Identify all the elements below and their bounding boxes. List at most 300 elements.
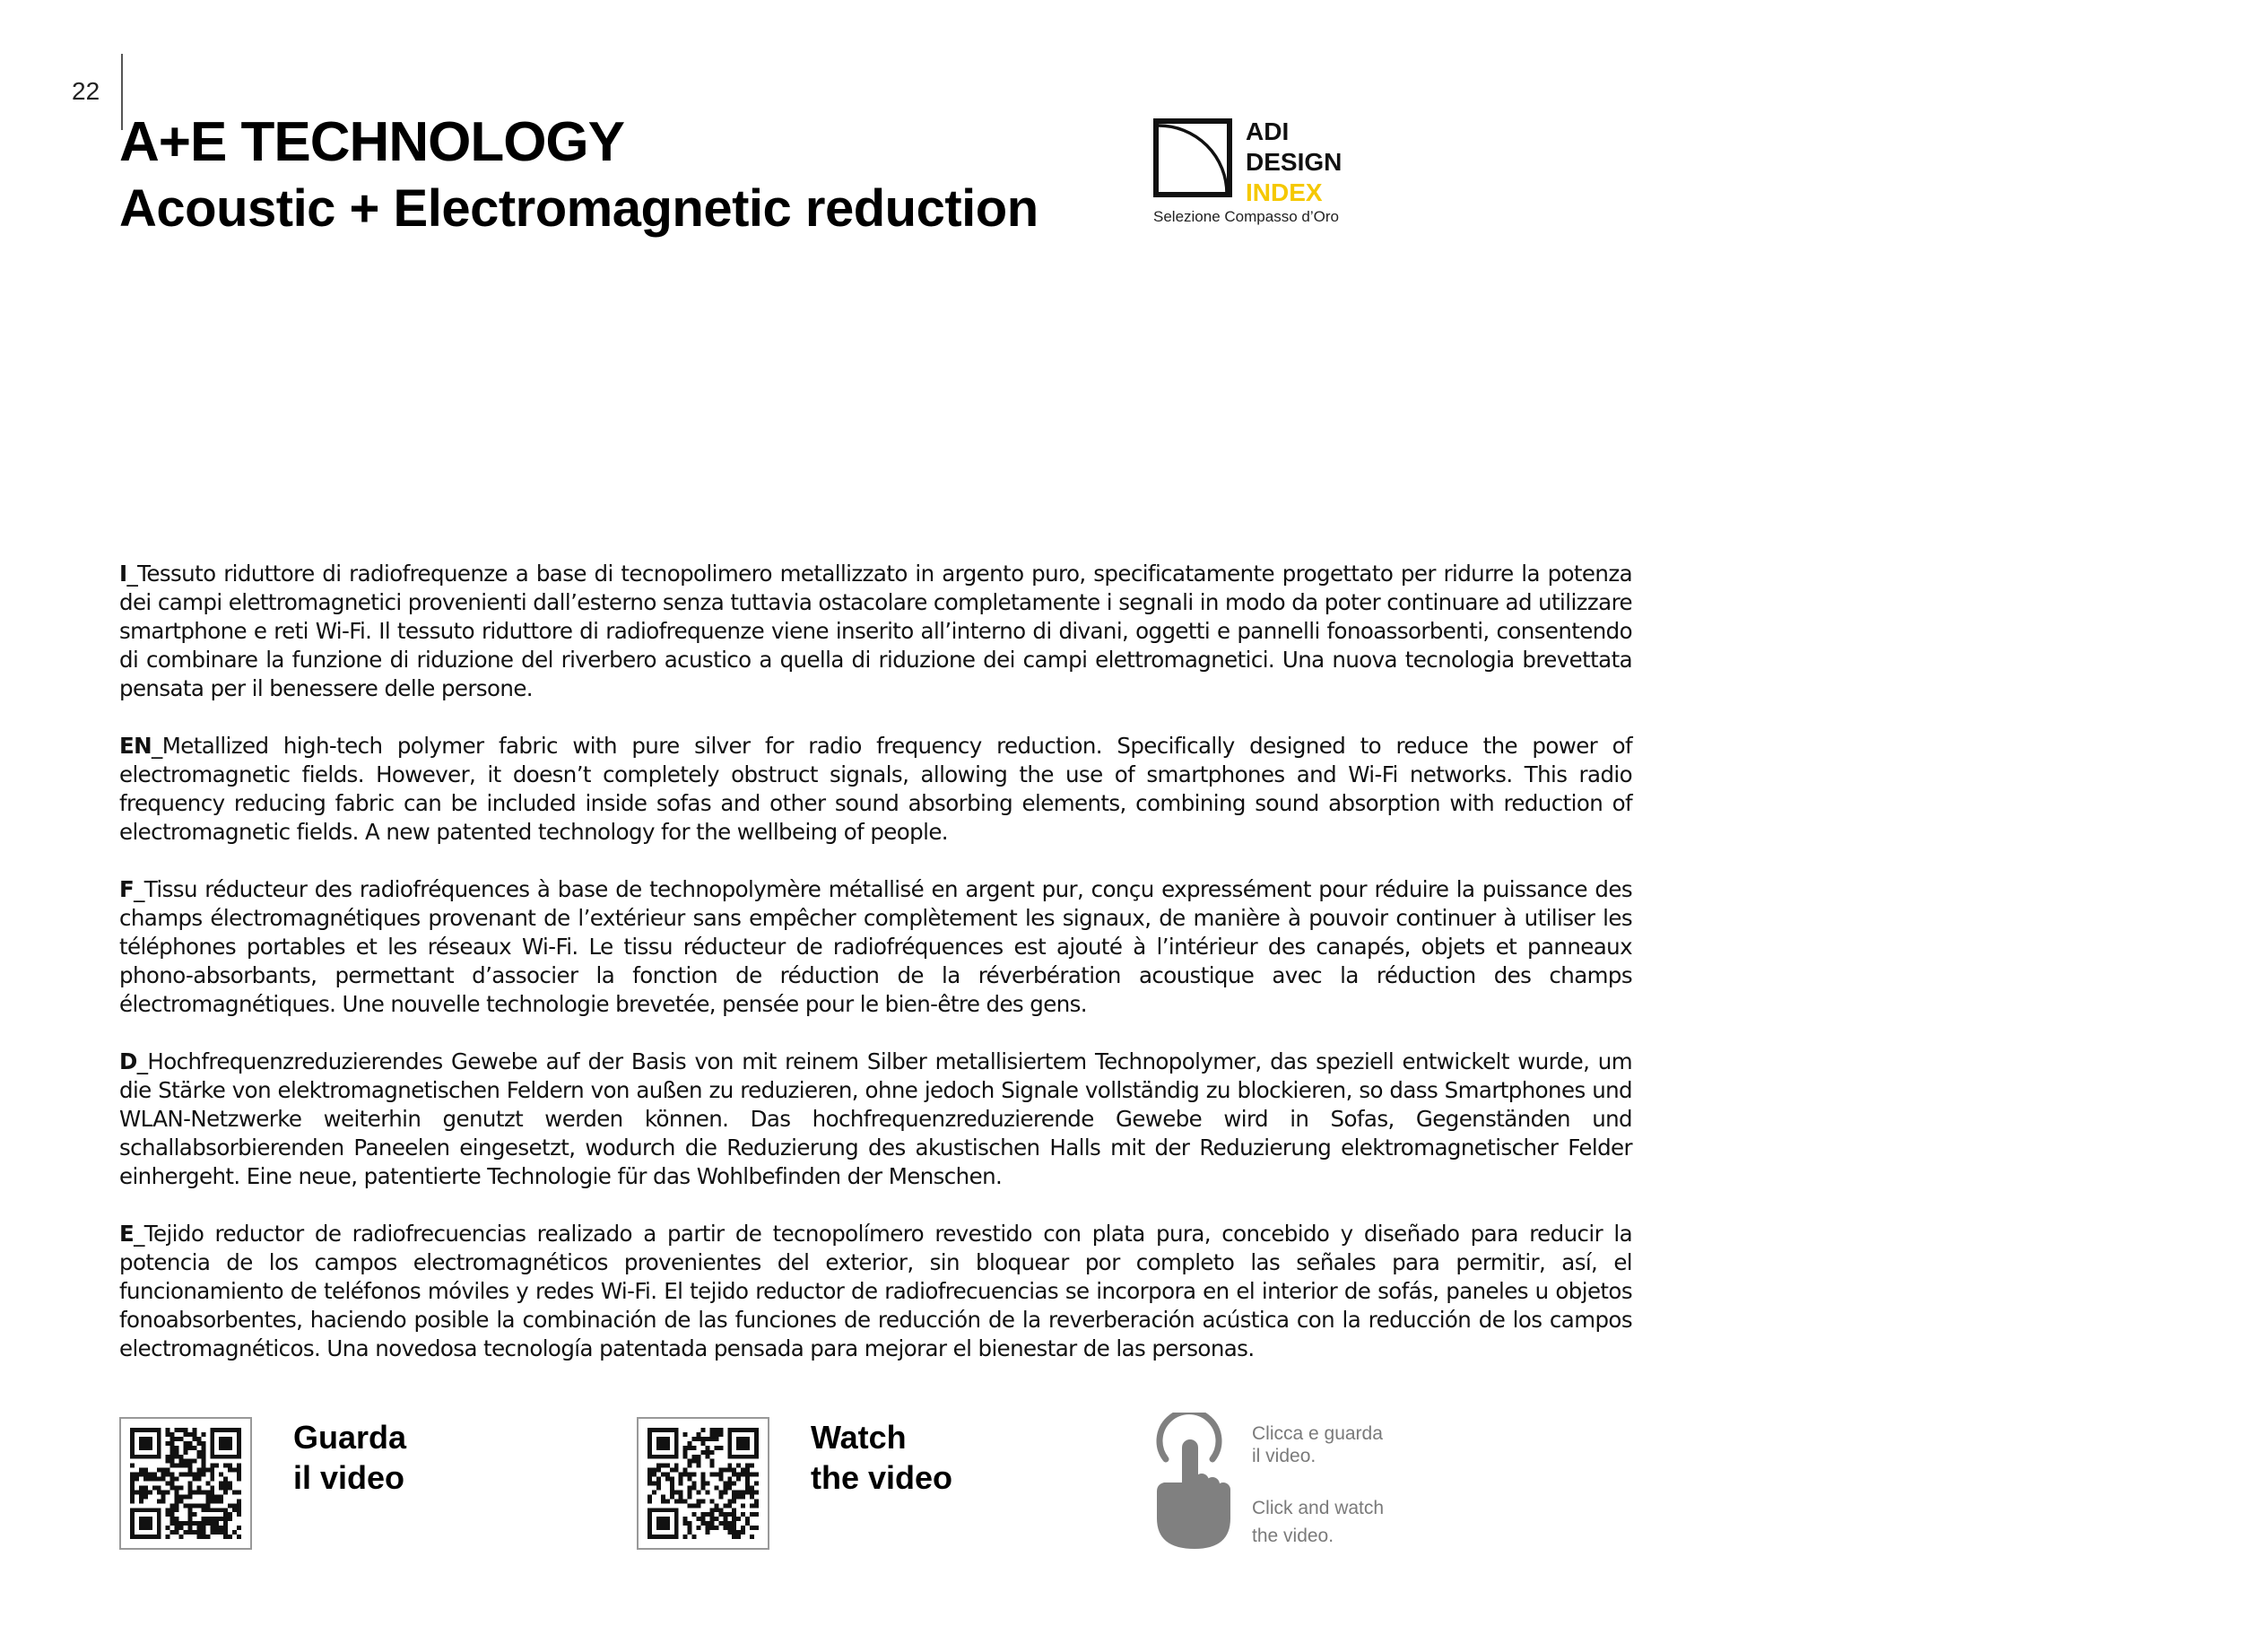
qr-module: [184, 1446, 188, 1450]
qr-module: [674, 1468, 679, 1473]
video-link-line1[interactable]: Guarda: [293, 1419, 407, 1456]
qr-module: [647, 1473, 652, 1477]
qr-module: [205, 1494, 210, 1499]
qr-module: [157, 1499, 161, 1503]
qr-module: [741, 1503, 745, 1508]
qr-module: [727, 1512, 732, 1517]
qr-module: [718, 1512, 723, 1517]
qr-module: [750, 1485, 754, 1490]
qr-module: [741, 1473, 745, 1477]
qr-module: [705, 1446, 709, 1450]
qr-module: [196, 1441, 201, 1446]
qr-module: [228, 1512, 232, 1517]
qr-module: [705, 1455, 709, 1459]
qr-module: [692, 1535, 697, 1539]
qr-module: [692, 1455, 697, 1459]
qr-module: [187, 1512, 192, 1517]
qr-module: [228, 1503, 232, 1508]
qr-module: [205, 1521, 210, 1526]
video-link-label[interactable]: [811, 1417, 952, 1498]
qr-module: [727, 1526, 732, 1530]
qr-module: [688, 1526, 692, 1530]
qr-module: [170, 1477, 175, 1482]
qr-module: [187, 1441, 192, 1446]
qr-module: [223, 1535, 228, 1539]
language-code: F: [119, 876, 135, 902]
qr-module: [714, 1446, 718, 1450]
qr-module: [214, 1517, 219, 1521]
qr-module: [736, 1494, 741, 1499]
qr-finder-pattern: [219, 1437, 232, 1450]
qr-module: [683, 1468, 688, 1473]
qr-module: [237, 1526, 241, 1530]
qr-module: [679, 1477, 683, 1482]
qr-module: [718, 1521, 723, 1526]
qr-module: [665, 1464, 670, 1468]
qr-module: [148, 1473, 152, 1477]
qr-module: [192, 1503, 196, 1508]
qr-module: [228, 1535, 232, 1539]
qr-module: [205, 1482, 210, 1486]
qr-module: [187, 1459, 192, 1464]
qr-module: [196, 1477, 201, 1482]
qr-module: [201, 1450, 205, 1455]
qr-module: [714, 1508, 718, 1512]
qr-module: [732, 1526, 736, 1530]
qr-module: [161, 1499, 166, 1503]
qr-module: [196, 1535, 201, 1539]
qr-module: [192, 1446, 196, 1450]
qr-module: [732, 1521, 736, 1526]
qr-module: [697, 1455, 701, 1459]
qr-module: [754, 1503, 759, 1508]
qr-module: [754, 1490, 759, 1494]
qr-module: [201, 1535, 205, 1539]
video-link-label[interactable]: [293, 1417, 406, 1498]
qr-module: [750, 1490, 754, 1494]
qr-module: [187, 1446, 192, 1450]
qr-module: [196, 1468, 201, 1473]
qr-module: [161, 1490, 166, 1494]
qr-module: [656, 1485, 661, 1490]
qr-module: [697, 1517, 701, 1521]
qr-module: [683, 1535, 688, 1539]
qr-module: [223, 1490, 228, 1494]
qr-module: [223, 1508, 228, 1512]
qr-module: [219, 1526, 223, 1530]
qr-module: [701, 1437, 706, 1441]
qr-module: [201, 1526, 205, 1530]
qr-module: [237, 1477, 241, 1482]
qr-module: [741, 1526, 745, 1530]
qr-module: [697, 1464, 701, 1468]
tap-hand-icon: [1150, 1413, 1239, 1552]
qr-module: [166, 1473, 170, 1477]
qr-module: [688, 1485, 692, 1490]
multilingual-description: [119, 560, 1632, 1392]
qr-module: [228, 1482, 232, 1486]
qr-module: [714, 1428, 718, 1432]
qr-module: [647, 1494, 652, 1499]
qr-module: [135, 1477, 139, 1482]
qr-module: [745, 1464, 750, 1468]
qr-module: [205, 1517, 210, 1521]
qr-module: [219, 1482, 223, 1486]
qr-module: [718, 1473, 723, 1477]
qr-module: [732, 1482, 736, 1486]
logo-line-design: DESIGN: [1246, 148, 1343, 176]
qr-module: [143, 1494, 148, 1499]
qr-module: [688, 1477, 692, 1482]
qr-module: [184, 1494, 188, 1499]
qr-module: [139, 1494, 143, 1499]
qr-module: [130, 1494, 135, 1499]
qr-module: [692, 1482, 697, 1486]
qr-finder-pattern: [139, 1517, 152, 1530]
qr-module: [175, 1494, 179, 1499]
qr-module: [170, 1521, 175, 1526]
adi-design-index-logo: [1153, 118, 1360, 235]
qr-module: [143, 1468, 148, 1473]
qr-module: [219, 1499, 223, 1503]
qr-module: [670, 1468, 674, 1473]
click-hint-it-line2: il video.: [1252, 1446, 1317, 1466]
qr-module: [237, 1490, 241, 1494]
qr-module: [697, 1459, 701, 1464]
qr-module: [196, 1485, 201, 1490]
qr-module: [727, 1530, 732, 1535]
qr-module: [184, 1441, 188, 1446]
qr-module: [732, 1508, 736, 1512]
qr-module: [210, 1473, 214, 1477]
qr-module: [166, 1441, 170, 1446]
qr-module: [750, 1526, 754, 1530]
qr-module: [166, 1432, 170, 1437]
qr-module: [745, 1473, 750, 1477]
qr-module: [223, 1530, 228, 1535]
qr-module: [674, 1464, 679, 1468]
qr-module: [670, 1477, 674, 1482]
qr-module: [210, 1477, 214, 1482]
qr-module: [187, 1503, 192, 1508]
qr-module: [718, 1446, 723, 1450]
qr-module: [184, 1432, 188, 1437]
qr-module: [228, 1517, 232, 1521]
video-link-line2[interactable]: il video: [293, 1459, 405, 1496]
qr-module: [670, 1482, 674, 1486]
paragraph-text: _Metallized high-tech polymer fabric with pure silver for radio frequency reduction. Specifically designed to reduce the power of electromagnetic fields. However, it doesn’t completely obstruct signals, allowing the use of smartphones and Wi-Fi networks. This radio frequency reducing fabric can be included inside sofas and other sound absorbing elements, combining sound absorption with reduction of electromagnetic fields. A new patented technology for the wellbeing of people.: [119, 733, 1632, 845]
qr-module: [210, 1499, 214, 1503]
qr-module: [709, 1432, 714, 1437]
qr-module: [192, 1530, 196, 1535]
qr-module: [709, 1521, 714, 1526]
qr-module: [184, 1521, 188, 1526]
qr-module: [166, 1455, 170, 1459]
qr-module: [674, 1499, 679, 1503]
qr-module: [732, 1468, 736, 1473]
qr-module: [701, 1473, 706, 1477]
qr-module: [723, 1490, 727, 1494]
qr-module: [709, 1459, 714, 1464]
qr-module: [170, 1432, 175, 1437]
click-hint: [1252, 1422, 1384, 1550]
paragraph-german: [119, 1048, 1632, 1191]
qr-module: [732, 1535, 736, 1539]
qr-module: [187, 1468, 192, 1473]
qr-module: [701, 1485, 706, 1490]
paragraph-text: _Tissu réducteur des radiofréquences à base de technopolymère métallisé en argent pur, conçu expressément pour réduire la puissance des champs électromagnétiques provenant de l’extérieur sans empêcher complètement les signaux, de manière à pouvoir continuer à utiliser les téléphones portables et les réseaux Wi-Fi. Le tissu réducteur de radiofréquences est ajouté à l’intérieur des canapés, objets et panneaux phono-absorbants, permettant d’associer la fonction de réduction de la réverbération acoustique avec la réduction des champs électromagnétiques. Une nouvelle technologie brevetée, pensée pour le bien-être des gens.: [119, 876, 1632, 1017]
qr-module: [714, 1473, 718, 1477]
qr-module: [727, 1482, 732, 1486]
qr-code-icon[interactable]: [637, 1417, 769, 1550]
qr-module: [705, 1450, 709, 1455]
qr-module: [210, 1508, 214, 1512]
qr-module: [196, 1455, 201, 1459]
qr-module: [187, 1482, 192, 1486]
qr-module: [705, 1512, 709, 1517]
qr-module: [223, 1485, 228, 1490]
qr-module: [232, 1503, 237, 1508]
qr-module: [705, 1482, 709, 1486]
qr-module: [175, 1530, 179, 1535]
qr-module: [745, 1517, 750, 1521]
qr-module: [670, 1485, 674, 1490]
qr-module: [665, 1499, 670, 1503]
qr-module: [175, 1485, 179, 1490]
qr-module: [175, 1526, 179, 1530]
qr-module: [709, 1526, 714, 1530]
qr-module: [661, 1473, 665, 1477]
qr-module: [196, 1526, 201, 1530]
qr-module: [157, 1477, 161, 1482]
qr-module: [688, 1530, 692, 1535]
qr-module: [161, 1477, 166, 1482]
qr-module: [219, 1485, 223, 1490]
qr-module: [745, 1468, 750, 1473]
qr-module: [732, 1473, 736, 1477]
qr-module: [741, 1530, 745, 1535]
qr-module: [750, 1535, 754, 1539]
qr-module: [152, 1477, 157, 1482]
qr-module: [187, 1473, 192, 1477]
language-code: EN: [119, 733, 152, 759]
qr-module: [656, 1477, 661, 1482]
page-number: 22: [72, 77, 100, 105]
language-code: I: [119, 561, 127, 587]
qr-module: [701, 1521, 706, 1526]
qr-module: [718, 1477, 723, 1482]
qr-module: [219, 1517, 223, 1521]
qr-module: [732, 1530, 736, 1535]
qr-module: [170, 1450, 175, 1455]
qr-module: [237, 1473, 241, 1477]
qr-module: [232, 1508, 237, 1512]
qr-module: [232, 1468, 237, 1473]
qr-module: [175, 1521, 179, 1526]
qr-module: [210, 1485, 214, 1490]
qr-module: [652, 1490, 656, 1494]
qr-module: [688, 1446, 692, 1450]
qr-module: [709, 1508, 714, 1512]
qr-module: [179, 1437, 184, 1441]
qr-module: [184, 1503, 188, 1508]
qr-module: [688, 1473, 692, 1477]
qr-module: [175, 1490, 179, 1494]
qr-module: [692, 1512, 697, 1517]
qr-module: [201, 1459, 205, 1464]
qr-module: [192, 1473, 196, 1477]
qr-module: [201, 1464, 205, 1468]
qr-module: [201, 1530, 205, 1535]
qr-module: [219, 1530, 223, 1535]
page-subtitle: Acoustic + Electromagnetic reduction: [119, 179, 1038, 238]
video-link-line2[interactable]: the video: [811, 1459, 953, 1496]
qr-module: [223, 1512, 228, 1517]
qr-module: [179, 1499, 184, 1503]
qr-module: [187, 1464, 192, 1468]
qr-module: [692, 1503, 697, 1508]
qr-module: [697, 1499, 701, 1503]
qr-module: [732, 1517, 736, 1521]
qr-module: [143, 1490, 148, 1494]
qr-module: [750, 1464, 754, 1468]
qr-module: [196, 1450, 201, 1455]
qr-module: [170, 1512, 175, 1517]
qr-module: [196, 1473, 201, 1477]
qr-module: [175, 1446, 179, 1450]
qr-module: [237, 1468, 241, 1473]
qr-module: [701, 1441, 706, 1446]
qr-finder-pattern: [656, 1437, 670, 1450]
qr-module: [727, 1499, 732, 1503]
qr-module: [223, 1482, 228, 1486]
qr-module: [170, 1503, 175, 1508]
qr-module: [228, 1468, 232, 1473]
qr-module: [701, 1499, 706, 1503]
qr-module: [665, 1473, 670, 1477]
qr-module: [652, 1468, 656, 1473]
qr-module: [205, 1508, 210, 1512]
qr-module: [736, 1473, 741, 1477]
qr-module: [192, 1459, 196, 1464]
qr-module: [187, 1490, 192, 1494]
video-link-line1[interactable]: Watch: [811, 1419, 907, 1456]
qr-module: [741, 1512, 745, 1517]
qr-module: [175, 1450, 179, 1455]
qr-module: [175, 1428, 179, 1432]
qr-module: [192, 1512, 196, 1517]
paragraph-french: [119, 875, 1632, 1019]
qr-module: [139, 1468, 143, 1473]
qr-module: [647, 1499, 652, 1503]
qr-module: [718, 1494, 723, 1499]
qr-module: [179, 1521, 184, 1526]
qr-module: [130, 1473, 135, 1477]
qr-module: [170, 1517, 175, 1521]
paragraph-english: [119, 732, 1632, 847]
qr-module: [727, 1503, 732, 1508]
qr-module: [701, 1517, 706, 1521]
qr-module: [705, 1530, 709, 1535]
qr-module: [670, 1494, 674, 1499]
qr-module: [139, 1499, 143, 1503]
qr-module: [210, 1517, 214, 1521]
qr-module: [709, 1437, 714, 1441]
qr-module: [187, 1494, 192, 1499]
qr-module: [184, 1464, 188, 1468]
qr-module: [705, 1490, 709, 1494]
qr-module: [750, 1494, 754, 1499]
qr-module: [143, 1473, 148, 1477]
qr-module: [205, 1503, 210, 1508]
qr-module: [179, 1428, 184, 1432]
qr-module: [201, 1468, 205, 1473]
qr-module: [727, 1521, 732, 1526]
language-code: E: [119, 1221, 135, 1247]
qr-module: [661, 1464, 665, 1468]
qr-module: [727, 1477, 732, 1482]
qr-module: [187, 1485, 192, 1490]
qr-module: [205, 1499, 210, 1503]
qr-module: [661, 1494, 665, 1499]
qr-module: [166, 1459, 170, 1464]
qr-module: [754, 1482, 759, 1486]
qr-module: [709, 1499, 714, 1503]
qr-module: [754, 1526, 759, 1530]
qr-module: [179, 1485, 184, 1490]
qr-module: [175, 1508, 179, 1512]
qr-module: [718, 1508, 723, 1512]
qr-module: [139, 1490, 143, 1494]
qr-module: [723, 1482, 727, 1486]
qr-module: [170, 1530, 175, 1535]
qr-module: [745, 1477, 750, 1482]
qr-module: [175, 1464, 179, 1468]
qr-module: [741, 1490, 745, 1494]
qr-module: [187, 1526, 192, 1530]
qr-module: [157, 1468, 161, 1473]
qr-module: [175, 1437, 179, 1441]
paragraph-spanish: [119, 1220, 1632, 1363]
qr-module: [674, 1490, 679, 1494]
qr-module: [179, 1455, 184, 1459]
qr-module: [679, 1473, 683, 1477]
qr-module: [727, 1468, 732, 1473]
qr-module: [688, 1521, 692, 1526]
qr-module: [170, 1455, 175, 1459]
qr-module: [161, 1468, 166, 1473]
qr-module: [727, 1485, 732, 1490]
qr-module: [705, 1526, 709, 1530]
logo-wordmark: [1246, 117, 1342, 208]
qr-module: [170, 1441, 175, 1446]
qr-module: [701, 1428, 706, 1432]
qr-module: [166, 1535, 170, 1539]
qr-module: [139, 1473, 143, 1477]
qr-module: [736, 1530, 741, 1535]
qr-module: [692, 1459, 697, 1464]
qr-module: [683, 1521, 688, 1526]
qr-module: [714, 1485, 718, 1490]
qr-module: [201, 1441, 205, 1446]
qr-module: [201, 1473, 205, 1477]
qr-module: [727, 1464, 732, 1468]
qr-module: [201, 1432, 205, 1437]
qr-code-icon[interactable]: [119, 1417, 252, 1550]
qr-module: [219, 1494, 223, 1499]
paragraph-text: _Tessuto riduttore di radiofrequenze a base di tecnopolimero metallizzato in argento puro, specificatamente progettato per ridurre la potenza dei campi elettromagnetici provenienti dall’esterno senza tuttavia ostacolare completamente i segnali in modo da poter continuare ad utilizzare smartphone e reti Wi-Fi. Il tessuto riduttore di radiofrequenze viene inserito all’interno di divani, oggetti e pannelli fonoassorbenti, consentendo di combinare la funzione di riduzione del riverbero acustico a quella di riduzione dei campi elettromagnetici. Una nuova tecnologia brevettata pensata per il benessere delle persone.: [119, 561, 1632, 701]
qr-module: [179, 1494, 184, 1499]
